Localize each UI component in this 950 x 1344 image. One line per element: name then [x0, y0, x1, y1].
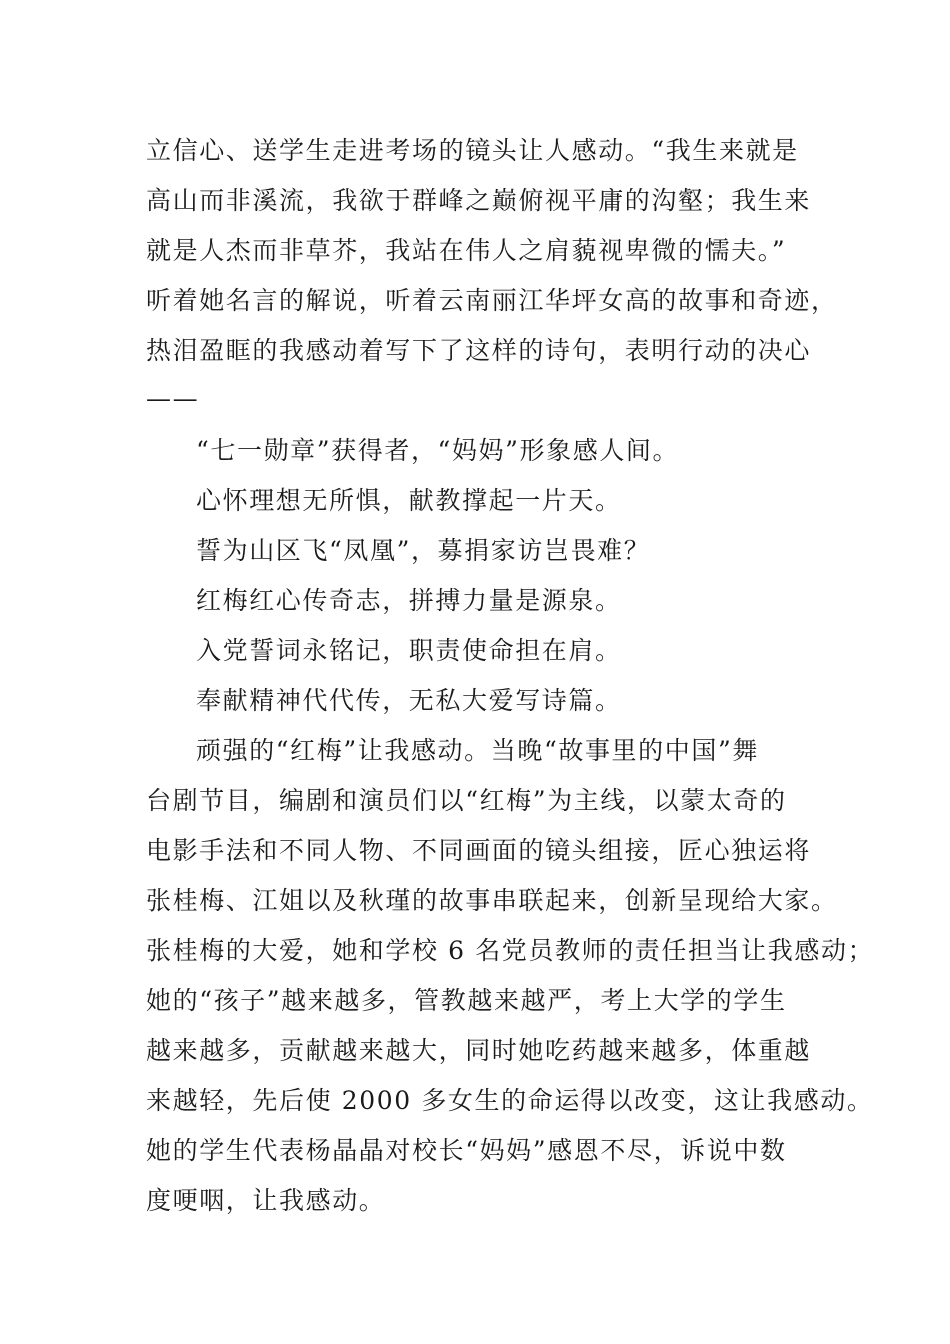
text-line: 顽强的“红梅”让我感动。当晚“故事里的中国”舞 — [196, 736, 759, 765]
text-line: 张桂梅的大爱，她和学校 6 名党员教师的责任担当让我感动； — [146, 936, 875, 965]
text-line: 台剧节目，编剧和演员们以“红梅”为主线，以蒙太奇的 — [146, 786, 787, 815]
text-line: 热泪盈眶的我感动着写下了这样的诗句，表明行动的决心 — [146, 336, 812, 365]
text-line: —— — [146, 384, 200, 413]
text-line: 度哽咽，让我感动。 — [146, 1186, 386, 1215]
text-line: 来越轻，先后使 2000 多女生的命运得以改变，这让我感动。 — [146, 1086, 874, 1115]
text-line: 高山而非溪流，我欲于群峰之巅俯视平庸的沟壑；我生来 — [146, 186, 812, 215]
poem-line: 红梅红心传奇志，拼搏力量是源泉。 — [196, 586, 622, 615]
poem-line: “七一勋章”获得者，“妈妈”形象感人间。 — [196, 436, 680, 465]
text-line: 她的学生代表杨晶晶对校长“妈妈”感恩不尽，诉说中数 — [146, 1136, 787, 1165]
text-line: 张桂梅、江姐以及秋瑾的故事串联起来，创新呈现给大家。 — [146, 886, 838, 915]
text-line: 电影手法和不同人物、不同画面的镜头组接，匠心独运将 — [146, 836, 812, 865]
text-line: 听着她名言的解说，听着云南丽江华坪女高的故事和奇迹， — [146, 286, 838, 315]
poem-line: 入党誓词永铭记，职责使命担在肩。 — [196, 636, 622, 665]
poem-line: 心怀理想无所惧，献教撑起一片天。 — [196, 486, 622, 515]
text-line: 就是人杰而非草芥，我站在伟人之肩藐视卑微的懦夫。” — [146, 236, 787, 265]
poem-line: 誓为山区飞“凤凰”，募捐家访岂畏难？ — [196, 536, 651, 565]
poem-line: 奉献精神代代传，无私大爱写诗篇。 — [196, 686, 622, 715]
text-line: 越来越多，贡献越来越大，同时她吃药越来越多，体重越 — [146, 1036, 812, 1065]
text-line: 立信心、送学生走进考场的镜头让人感动。“我生来就是 — [146, 136, 799, 165]
text-line: 她的“孩子”越来越多，管教越来越严，考上大学的学生 — [146, 986, 787, 1015]
